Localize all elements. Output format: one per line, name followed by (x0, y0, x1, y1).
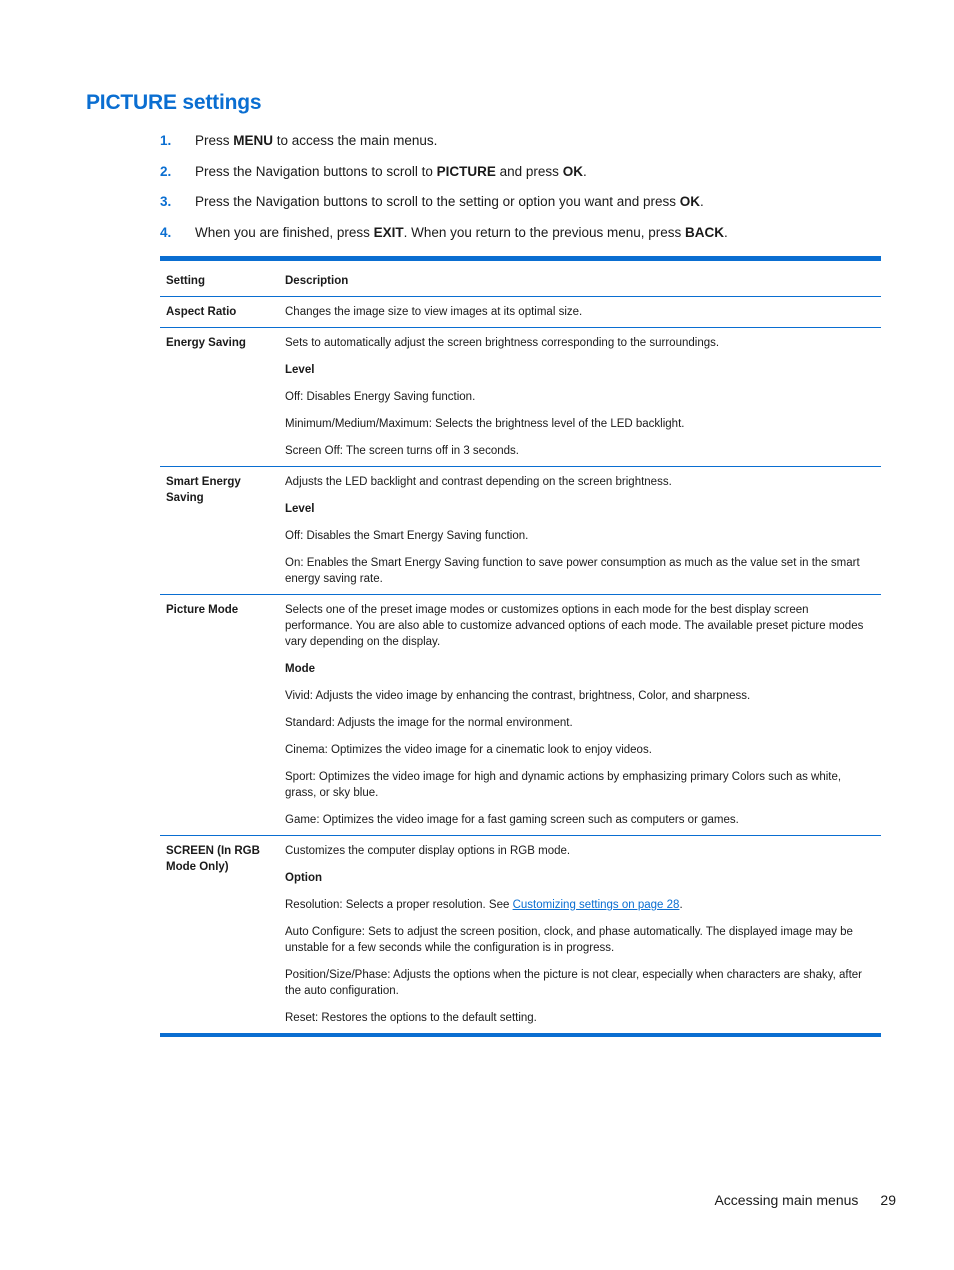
setting-description: Adjusts the LED backlight and contrast depending on the screen brightness. Level Off: Disables the Smart Energy Saving function. On: Enables the Smart Energy Saving function to save power consumption as much as the value set in the smart energy saving rate. (285, 476, 860, 585)
steps-list (160, 132, 880, 254)
setting-description: Selects one of the preset image modes or customizes options in each mode for the best display screen performance. You are also able to customize advanced options of each mode. The available preset picture modes vary depending on the display. Mode Vivid: Adjusts the video image by enhancing the contrast, brightness, Color, and sharpness. Standard: Adjusts the image for the normal environment. Cinema: Optimizes the video image for a cinematic look to enjoy videos. Sport: Optimizes the video image for high and dynamic actions by emphasizing primary Colors such as white, grass, or sky blue. Game: Optimizes the video image for a fast gaming screen such as computers or games. (285, 604, 864, 826)
table-row (160, 296, 881, 327)
setting-name: Energy Saving (166, 337, 246, 349)
step-item (160, 224, 880, 242)
step-item (160, 193, 880, 211)
step-item (160, 163, 880, 181)
step-item (160, 132, 880, 150)
table-header-row (160, 261, 881, 296)
step-text: Press the Navigation buttons to scroll to the setting or option you want and press OK. (195, 194, 704, 209)
header-description: Description (285, 275, 349, 287)
step-text: When you are finished, press EXIT. When you return to the previous menu, press BACK. (195, 224, 728, 240)
step-text: Press MENU to access the main menus. (195, 133, 438, 148)
step-number: 2. (160, 163, 172, 179)
setting-name: Picture Mode (166, 604, 239, 616)
setting-description: Sets to automatically adjust the screen brightness corresponding to the surroundings. Level Off: Disables Energy Saving function. Minimum/Medium/Maximum: Selects the brightness level of the LED backlight. Screen Off: The screen turns off in 3 seconds. (285, 337, 720, 457)
header-setting: Setting (166, 275, 205, 287)
step-number: 1. (160, 133, 172, 148)
setting-name: SCREEN (In RGB Mode Only) (166, 845, 260, 873)
table-row (160, 594, 881, 835)
table-row (160, 466, 881, 594)
customizing-settings-link[interactable]: Customizing settings on page 28 (512, 899, 680, 911)
table-row (160, 327, 881, 466)
setting-name: Aspect Ratio (166, 306, 237, 318)
footer-section-title: Accessing main menus (714, 1192, 859, 1208)
step-text: Press the Navigation buttons to scroll to PICTURE and press OK. (195, 163, 587, 179)
table-bottom-rule (160, 1033, 881, 1037)
page-number: 29 (880, 1192, 896, 1208)
step-number: 3. (160, 194, 172, 209)
page-title: PICTURE settings (86, 91, 262, 114)
step-number: 4. (160, 224, 172, 240)
setting-name: Smart Energy Saving (166, 476, 241, 504)
setting-description: Customizes the computer display options in RGB mode. Option Resolution: Selects a proper resolution. See Customizing settings on page 28. Auto Configure: Sets to adjust the screen position, clock, and phase automatically. The displayed image may be unstable for a few seconds while the configuration is in progress. Position/Size/Phase: Adjusts the options when the picture is not clear, especially when characters are shaky, after the auto configuration. Reset: Restores the options to the default setting. (285, 845, 863, 1024)
setting-description: Changes the image size to view images at its optimal size. (285, 306, 583, 318)
table-row (160, 835, 881, 1033)
settings-table (160, 256, 881, 1037)
page-footer (714, 1192, 896, 1208)
